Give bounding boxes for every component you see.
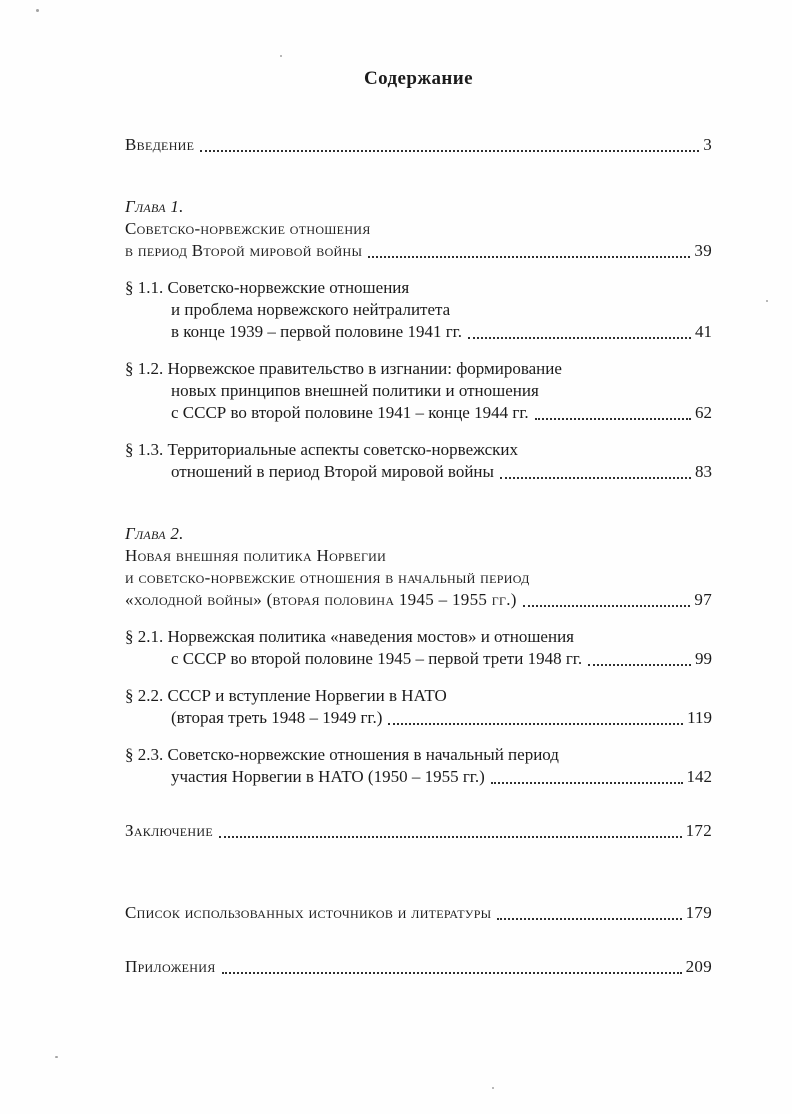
toc-line-text: (вторая треть 1948 – 1949 гг.) — [171, 708, 383, 727]
toc-line-text: и советско-норвежские отношения в начальный период — [125, 568, 530, 587]
toc-line-text: и проблема норвежского нейтралитета — [171, 300, 451, 319]
toc-line-text: § 1.3. Территориальные аспекты советско-норвежских — [125, 440, 518, 459]
toc-line-text: § 2.3. Советско-норвежские отношения в начальный период — [125, 745, 559, 764]
toc-line-text: отношений в период Второй мировой войны — [171, 462, 494, 481]
toc-line-text: § 1.1. Советско-норвежские отношения — [125, 278, 410, 297]
toc-line-text: «холодной войны» (вторая половина 1945 – 1955 гг.) — [125, 590, 517, 609]
page-number: 99 — [695, 649, 712, 668]
toc-line-text: участия Норвегии в НАТО (1950 – 1955 гг.) — [171, 767, 485, 786]
toc-line-text: в период Второй мировой войны — [125, 241, 363, 260]
toc-line-text: Глава 2. — [125, 524, 184, 543]
toc-line — [125, 358, 712, 380]
toc-entry — [125, 744, 712, 788]
toc-line-text: с СССР во второй половине 1941 – конце 1944 гг. — [171, 403, 529, 422]
toc-line — [125, 648, 712, 670]
dot-leader — [368, 256, 690, 258]
toc-line-text: Введение — [125, 135, 195, 154]
toc-line — [125, 523, 712, 545]
page-number: 179 — [685, 903, 712, 922]
dot-leader — [491, 782, 683, 784]
toc-line-text: с СССР во второй половине 1945 – первой трети 1948 гг. — [171, 649, 583, 668]
toc-line — [125, 707, 712, 729]
page-content — [125, 68, 712, 978]
dot-leader — [500, 477, 691, 479]
page-number: 62 — [695, 403, 712, 422]
toc-line — [125, 820, 712, 842]
page-number: 172 — [685, 821, 712, 840]
toc-entry — [125, 196, 712, 262]
dot-leader — [497, 918, 681, 920]
toc-line — [125, 196, 712, 218]
toc-line — [125, 439, 712, 461]
toc-entry — [125, 358, 712, 424]
dot-leader — [523, 605, 691, 607]
toc-line-text: § 2.2. СССР и вступление Норвегии в НАТО — [125, 686, 447, 705]
toc-line — [125, 626, 712, 648]
page-number: 142 — [686, 767, 712, 786]
toc-line-text: Список использованных источников и литературы — [125, 903, 492, 922]
scan-speck — [766, 300, 768, 302]
page-number: 83 — [695, 462, 712, 481]
toc-line — [125, 218, 712, 240]
page-number: 119 — [687, 708, 712, 727]
toc-line — [125, 380, 712, 402]
toc-line-text: Заключение — [125, 821, 213, 840]
page-number: 97 — [694, 590, 712, 609]
toc-entry — [125, 523, 712, 611]
scan-speck — [36, 9, 39, 12]
toc-line-text: § 2.1. Норвежская политика «наведения мостов» и отношения — [125, 627, 574, 646]
toc-line-text: в конце 1939 – первой половине 1941 гг. — [171, 322, 462, 341]
toc-entry — [125, 902, 712, 924]
toc-line — [125, 744, 712, 766]
toc-line — [125, 402, 712, 424]
toc-list — [125, 134, 712, 978]
toc-line — [125, 567, 712, 589]
dot-leader — [588, 664, 691, 666]
dot-leader — [219, 836, 682, 838]
dot-leader — [200, 150, 699, 152]
page-title: Содержание — [364, 68, 473, 89]
page-number: 3 — [703, 135, 712, 154]
toc-entry — [125, 956, 712, 978]
page-number: 39 — [694, 241, 712, 260]
toc-entry — [125, 277, 712, 343]
scan-speck — [55, 1056, 58, 1058]
toc-line-text: Новая внешняя политика Норвегии — [125, 546, 387, 565]
toc-line-text: новых принципов внешней политики и отношения — [171, 381, 539, 400]
toc-line — [125, 902, 712, 924]
toc-line — [125, 277, 712, 299]
toc-line-text: Глава 1. — [125, 197, 184, 216]
toc-line — [125, 240, 712, 262]
toc-line-text: Приложения — [125, 957, 216, 976]
toc-line — [125, 321, 712, 343]
toc-line-text: Советско-норвежские отношения — [125, 219, 371, 238]
toc-line — [125, 461, 712, 483]
toc-entry — [125, 439, 712, 483]
toc-entry — [125, 626, 712, 670]
page-number: 209 — [685, 957, 712, 976]
page-number: 41 — [695, 322, 712, 341]
toc-entry — [125, 685, 712, 729]
scan-speck — [280, 55, 282, 57]
dot-leader — [535, 418, 691, 420]
dot-leader — [388, 723, 683, 725]
toc-line — [125, 299, 712, 321]
toc-entry — [125, 134, 712, 156]
toc-line — [125, 134, 712, 156]
toc-line — [125, 766, 712, 788]
toc-line — [125, 685, 712, 707]
toc-line-text: § 1.2. Норвежское правительство в изгнании: формирование — [125, 359, 562, 378]
dot-leader — [222, 972, 682, 974]
toc-line — [125, 589, 712, 611]
dot-leader — [468, 337, 691, 339]
toc-line — [125, 545, 712, 567]
toc-entry — [125, 820, 712, 842]
scan-speck — [492, 1087, 494, 1089]
toc-line — [125, 956, 712, 978]
